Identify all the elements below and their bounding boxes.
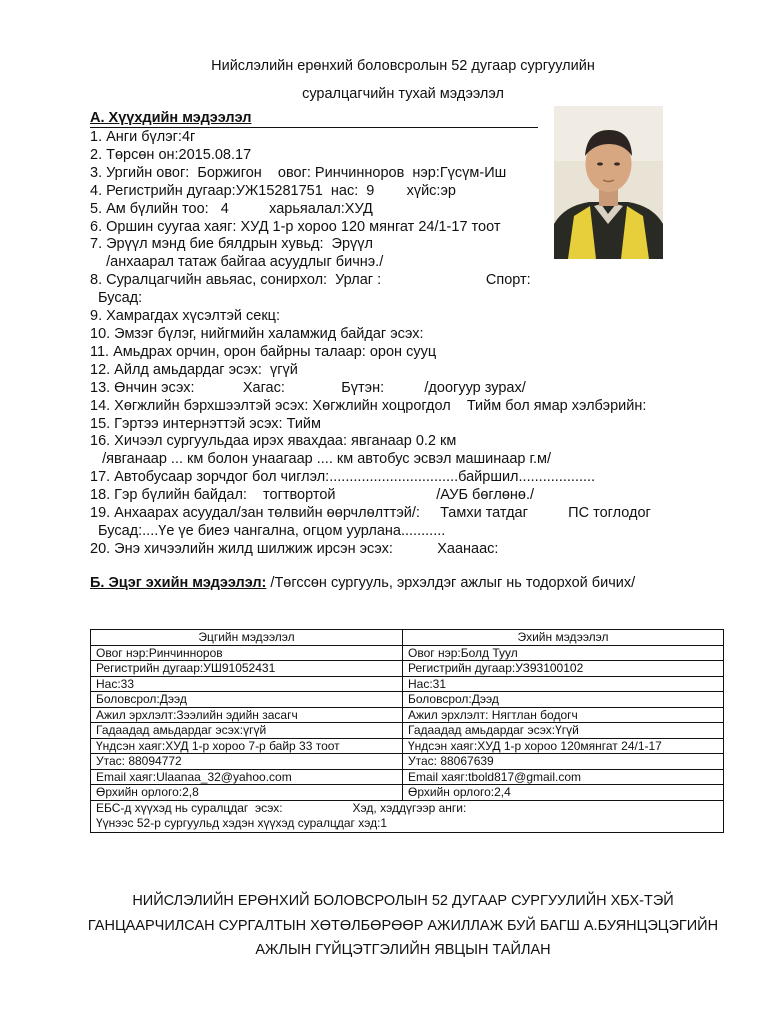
table-row [91, 676, 724, 692]
father-info-cell: Email хаяг:Ulaanaa_32@yahoo.com [91, 769, 403, 785]
section-b-heading-line [90, 575, 635, 591]
siblings-info-line-2: Үүнээс 52-р сургуульд хэдэн хүүхэд суралцдаг хэд:1 [96, 815, 388, 830]
mother-info-cell: Регистрийн дугаар:УЗ93100102 [403, 661, 724, 677]
student-info-line: 4. Регистрийн дугаар:УЖ15281751 нас: 9 хүйс:эр [90, 182, 456, 199]
student-photo [554, 106, 663, 259]
student-info-line: Бусад:....Үе үе биеэ чангална, огцом уурлана........... [90, 522, 446, 539]
student-info-line: 3. Ургийн овог: Боржигон овог: Ринчинноров нэр:Гүсүм-Иш [90, 164, 507, 181]
student-info-line: 2. Төрсөн он:2015.08.17 [90, 146, 252, 163]
table-row [91, 769, 724, 785]
student-info-line: 1. Анги бүлэг:4г [90, 129, 196, 145]
student-info-line: 13. Өнчин эсэх: Хагас: Бүтэн: /доогуур зурах/ [90, 379, 526, 396]
section-a-heading: А. Хүүхдийн мэдээлэл [90, 110, 538, 128]
student-info-line: 7. Эрүүл мэнд бие бялдрын хувьд: Эрүүл [90, 236, 373, 253]
mother-info-cell: Овог нэр:Болд Туул [403, 645, 724, 661]
table-row [91, 645, 724, 661]
table-row [91, 661, 724, 677]
father-info-cell: Гадаадад амьдардаг эсэх:үгүй [91, 723, 403, 739]
mother-info-cell: Боловсрол:Дээд [403, 692, 724, 708]
student-info-line: 16. Хичээл сургуульдаа ирэх явахдаа: явганаар 0.2 км [90, 433, 457, 450]
father-info-cell: Үндсэн хаяг:ХУД 1-р хороо 7-р байр 33 тоот [91, 738, 403, 754]
father-info-cell: Овог нэр:Ринчинноров [91, 645, 403, 661]
table-footer-row [91, 800, 724, 832]
student-info-line: 8. Суралцагчийн авьяас, сонирхол: Урлаг : Спорт: [90, 272, 531, 289]
mother-info-cell: Үндсэн хаяг:ХУД 1-р хороо 120мянгат 24/1-17 [403, 738, 724, 754]
father-info-cell: Боловсрол:Дээд [91, 692, 403, 708]
table-row [91, 723, 724, 739]
mother-info-cell: Гадаадад амьдардаг эсэх:Үгүй [403, 723, 724, 739]
father-info-header: Эцгийн мэдээлэл [91, 630, 403, 646]
student-info-line: 18. Гэр бүлийн байдал: тогтвортой /АУБ бөглөнө./ [90, 487, 535, 504]
student-info-line: 17. Автобусаар зорчдог бол чиглэл:................................байршил................... [90, 469, 596, 486]
table-row [91, 707, 724, 723]
document-title-line-1: Нийслэлийн ерөнхий боловсролын 52 дугаар сургуулийн [211, 58, 595, 74]
student-info-line: 15. Гэртээ интернэттэй эсэх: Тийм [90, 415, 322, 432]
mother-info-cell: Өрхийн орлого:2,4 [403, 785, 724, 801]
mother-info-cell: Ажил эрхлэлт: Нягтлан бодогч [403, 707, 724, 723]
siblings-info-cell [91, 800, 724, 832]
mother-info-cell: Email хаяг:tbold817@gmail.com [403, 769, 724, 785]
report-title-line-1: НИЙСЛЭЛИЙН ЕРӨНХИЙ БОЛОВСРОЛЫН 52 ДУГААР СУРГУУЛИЙН ХБХ-ТЭЙ [132, 893, 674, 909]
mother-info-cell: Нас:31 [403, 676, 724, 692]
father-info-cell: Утас: 88094772 [91, 754, 403, 770]
report-title-line-2: ГАНЦААРЧИЛСАН СУРГАЛТЫН ХӨТӨЛБӨРӨӨР АЖИЛЛАЖ БУЙ БАГШ А.БУЯНЦЭЦЭГИЙН [87, 918, 719, 934]
student-info-line: /явганаар ... км болон унаагаар .... км автобус эсвэл машинаар г.м/ [90, 451, 552, 468]
student-info-line: 20. Энэ хичээлийн жилд шилжиж ирсэн эсэх: Хаанаас: [90, 540, 499, 557]
student-info-line: 12. Айлд амьдардаг эсэх: үгүй [90, 361, 298, 378]
student-photo-image [554, 106, 663, 259]
student-info-line: 11. Амьдрах орчин, орон байрны талаар: орон сууц [90, 343, 437, 360]
table-row [91, 754, 724, 770]
father-info-cell: Регистрийн дугаар:УШ91052431 [91, 661, 403, 677]
siblings-info-line-1: ЕБС-д хүүхэд нь суралцдаг эсэх: Хэд, хэддүгээр анги: [96, 800, 467, 815]
report-title-line-3: АЖЛЫН ГҮЙЦЭТГЭЛИЙН ЯВЦЫН ТАЙЛАН [255, 942, 551, 958]
student-info-line: 19. Анхаарах асуудал/зан төлвийн өөрчлөлттэй/: Тамхи татдаг ПС тоглодог [90, 505, 651, 522]
table-row [91, 692, 724, 708]
table-row [91, 785, 724, 801]
father-info-cell: Ажил эрхлэлт:Зээлийн эдийн засагч [91, 707, 403, 723]
father-info-cell: Нас:33 [91, 676, 403, 692]
mother-info-cell: Утас: 88067639 [403, 754, 724, 770]
table-header-row [91, 630, 724, 646]
student-info-line: 6. Оршин суугаа хаяг: ХУД 1-р хороо 120 мянгат 24/1-17 тоот [90, 218, 501, 235]
document-title-line-2: суралцагчийн тухай мэдээлэл [302, 86, 504, 102]
table-row [91, 738, 724, 754]
student-info-line: 10. Эмзэг бүлэг, нийгмийн халамжид байдаг эсэх: [90, 325, 424, 342]
student-info-line: 14. Хөгжлийн бэрхшээлтэй эсэх: Хөгжлийн хоцрогдол Тийм бол ямар хэлбэрийн: [90, 397, 647, 414]
father-info-cell: Өрхийн орлого:2,8 [91, 785, 403, 801]
section-b-heading: Б. Эцэг эхийн мэдээлэл: [90, 575, 267, 591]
section-b-note: /Төгссөн сургууль, эрхэлдэг ажлыг нь тодорхой бичих/ [266, 575, 636, 591]
student-info-line: 9. Хамрагдах хүсэлтэй секц: [90, 308, 281, 325]
student-info-line: 5. Ам бүлийн тоо: 4 харьяалал:ХУД [90, 200, 373, 217]
parents-info-table [90, 629, 724, 833]
student-info-line: /анхаарал татаж байгаа асуудлыг бичнэ./ [90, 254, 384, 271]
student-info-line: Бусад: [90, 290, 143, 307]
mother-info-header: Эхийн мэдээлэл [403, 630, 724, 646]
